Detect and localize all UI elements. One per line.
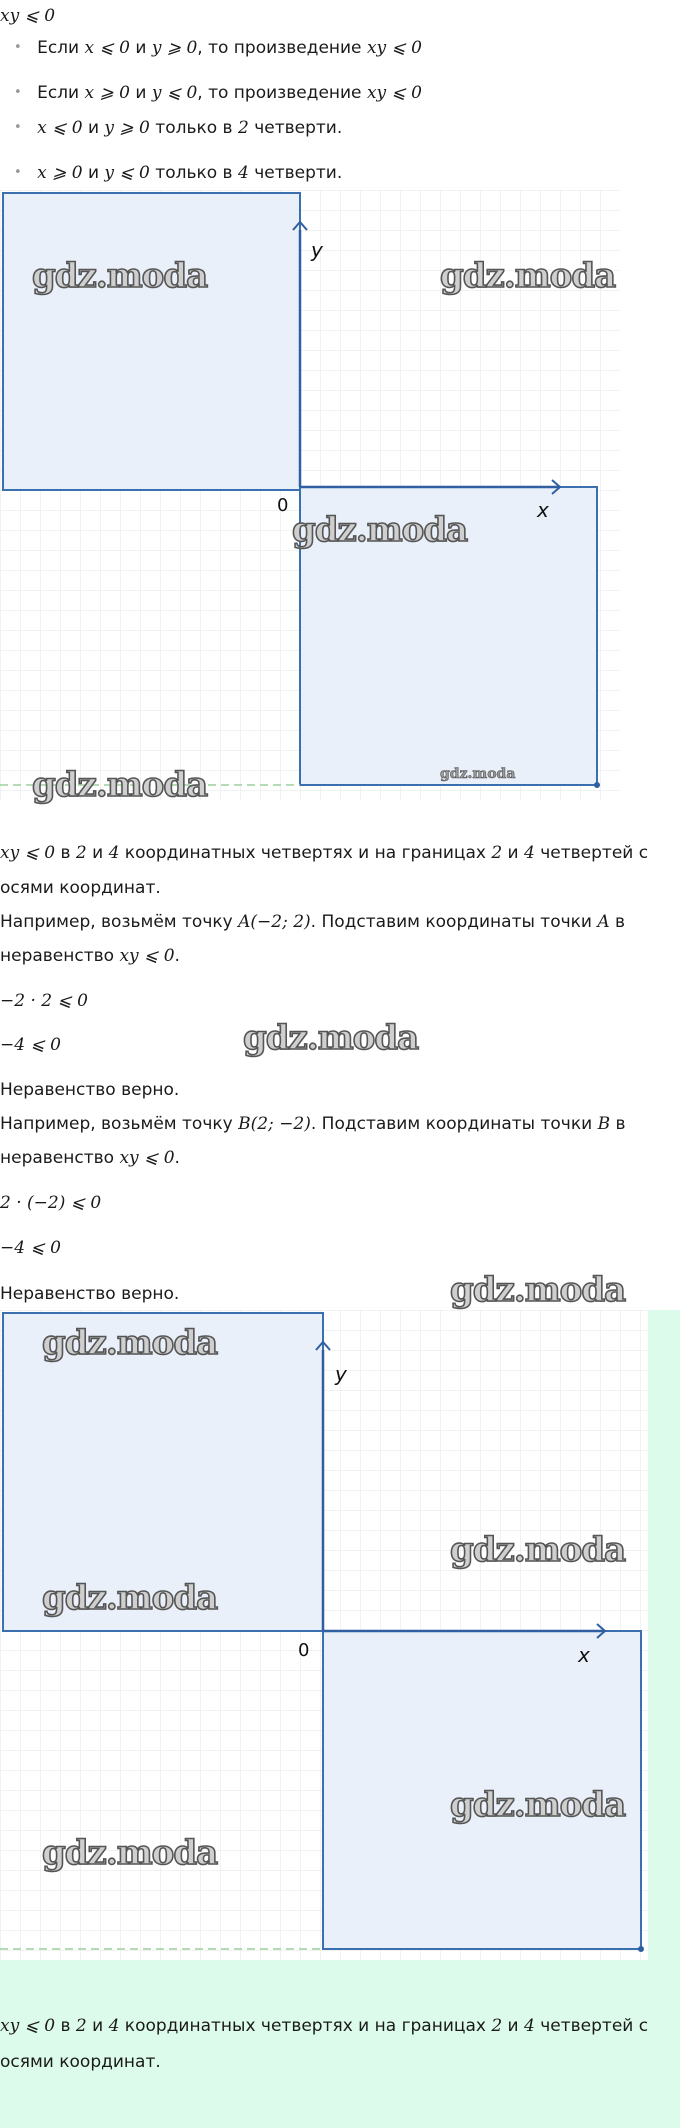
example-b-calc-2: −4 ⩽ 0 xyxy=(0,1238,61,1258)
example-a-calc-2: −4 ⩽ 0 xyxy=(0,1035,61,1055)
example-a-line-1: Например, возьмём точку A(−2; 2). Подставим координаты точки A в xyxy=(0,912,626,932)
y-axis-label: y xyxy=(311,238,323,262)
answer-highlight-side xyxy=(648,1310,680,1960)
watermark: gdz.moda xyxy=(440,256,616,296)
watermark: gdz.moda xyxy=(450,1785,626,1825)
example-a-verdict: Неравенство верно. xyxy=(0,1080,180,1100)
watermark: gdz.moda xyxy=(450,1530,626,1570)
bullet-item: • Если x ⩾ 0 и y ⩽ 0, то произведение xy ⩽ 0 xyxy=(14,81,422,105)
origin-label: 0 xyxy=(277,495,289,516)
bullet-item: • x ⩾ 0 и y ⩽ 0 только в 4 четверти. xyxy=(14,161,342,185)
example-b-line-2: неравенство xy ⩽ 0. xyxy=(0,1148,180,1168)
x-axis-label: x xyxy=(578,1643,590,1667)
x-axis-label: x xyxy=(537,498,549,522)
example-b-line-1: Например, возьмём точку B(2; −2). Подставим координаты точки B в xyxy=(0,1114,626,1134)
example-a-calc-1: −2 · 2 ⩽ 0 xyxy=(0,991,88,1011)
example-b-verdict: Неравенство верно. xyxy=(0,1284,180,1304)
bullet-item: • Если x ⩽ 0 и y ⩾ 0, то произведение xy ⩽ 0 xyxy=(14,36,422,60)
y-axis-label: y xyxy=(335,1362,347,1386)
conclusion-line-1: xy ⩽ 0 в 2 и 4 координатных четвертях и на границах 2 и 4 четвертей с xyxy=(0,843,649,863)
conclusion-line-2: осями координат. xyxy=(0,878,161,898)
answer-highlight xyxy=(0,1960,680,2128)
watermark: gdz.moda xyxy=(32,765,208,805)
watermark: gdz.moda xyxy=(42,1323,218,1363)
example-b-calc-1: 2 · (−2) ⩽ 0 xyxy=(0,1193,102,1213)
watermark: gdz.moda xyxy=(243,1018,419,1058)
header-inequality: xy ⩽ 0 xyxy=(0,6,56,26)
watermark: gdz.moda xyxy=(32,256,208,296)
watermark: gdz.moda xyxy=(450,1270,626,1310)
watermark: gdz.moda xyxy=(292,510,468,550)
watermark: gdz.moda xyxy=(42,1578,218,1618)
example-a-line-2: неравенство xy ⩽ 0. xyxy=(0,946,180,966)
bullet-item: • x ⩽ 0 и y ⩾ 0 только в 2 четверти. xyxy=(14,116,342,140)
shaded-quadrant-2 xyxy=(3,193,300,490)
watermark: gdz.moda xyxy=(42,1833,218,1873)
origin-label: 0 xyxy=(298,1640,310,1661)
conclusion-line-1: xy ⩽ 0 в 2 и 4 координатных четвертях и на границах 2 и 4 четвертей с xyxy=(0,2016,649,2036)
conclusion-line-2: осями координат. xyxy=(0,2052,161,2072)
watermark: gdz.moda xyxy=(440,766,516,782)
